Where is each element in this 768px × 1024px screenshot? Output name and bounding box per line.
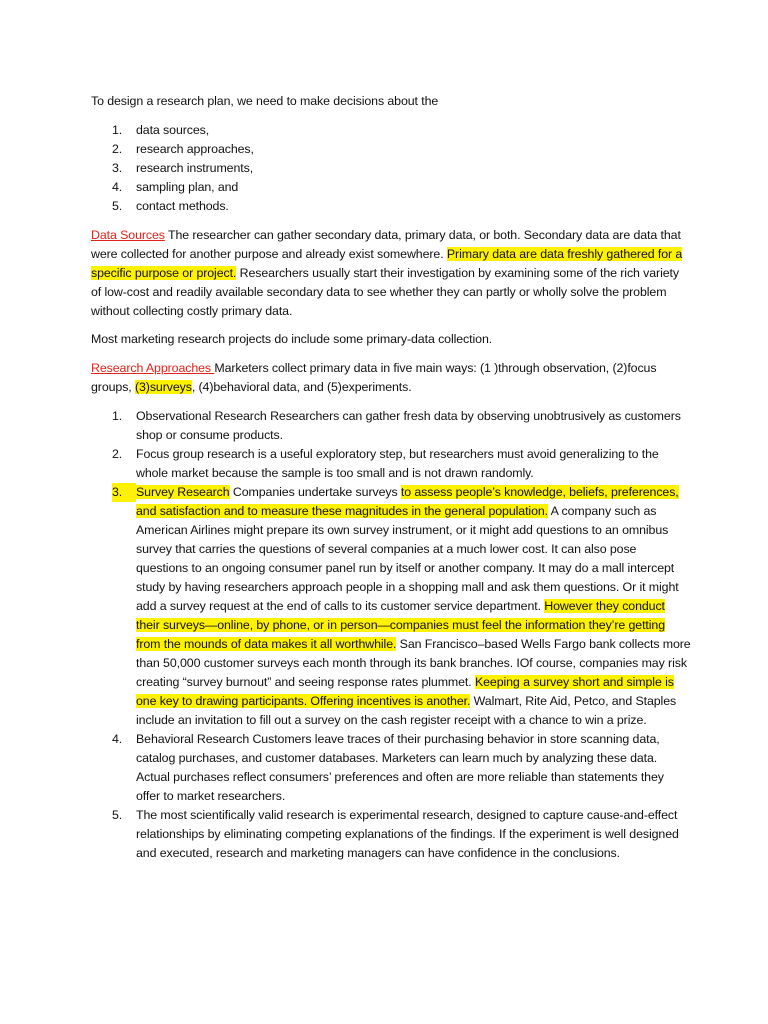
list-item xyxy=(91,159,254,178)
list-number: 1. xyxy=(112,409,123,423)
list-item-text: Focus group research is a useful exploratory step, but researchers must avoid generalizing to the whole market because the sample is too small and is not drawn randomly. xyxy=(136,447,659,480)
list-item xyxy=(91,197,254,216)
list-item-text: The most scientifically valid research is experimental research, designed to capture cause-and-effect relationships by eliminating competing explanations of the findings. If the experiment is well designed and executed, research and marketing managers can have confidence in the conclusions. xyxy=(136,808,679,860)
highlighted-text: to assess people’s knowledge, beliefs, preferences, and satisfaction and to measure these magnitudes in the general population. xyxy=(136,485,679,518)
list-number: 4. xyxy=(112,180,123,194)
research-approaches-text-2: , (4)behavioral data, and (5)experiments. xyxy=(191,380,412,394)
research-approaches-heading: Research Approaches xyxy=(91,361,215,375)
list-item-text: sampling plan, and xyxy=(136,180,239,194)
list-item-text: research instruments, xyxy=(136,161,254,175)
list-item-text: contact methods. xyxy=(136,199,229,213)
most-marketing-text: Most marketing research projects do include some primary-data collection. xyxy=(91,332,493,346)
list-item xyxy=(91,121,254,140)
research-approaches-text-1: Marketers collect primary data in five main ways: (1 )through observation, (2)focus groups, xyxy=(91,361,657,394)
most-marketing-paragraph xyxy=(91,330,691,349)
list-item xyxy=(91,178,254,197)
list-item-text: A company such as American Airlines might prepare its own survey instrument, or it might add questions to an omnibus survey that carries the questions of several companies at a much lower cost. It can also pose questions to an ongoing consumer panel run by itself or another company. It may do a mall intercept study by having researchers approach people in a shopping mall and ask them questions. Or it might add a survey request at the end of calls to its customer service department. xyxy=(136,504,679,613)
highlighted-text: However they conduct their surveys—online, by phone, or in person—companies must feel the information they’re getting from the mounds of data makes it all worthwhile. xyxy=(136,599,665,651)
list-number: 4. xyxy=(112,732,123,746)
list-item-text: Companies undertake surveys xyxy=(229,485,401,499)
list-number: 3. xyxy=(112,161,123,175)
list-number: 1. xyxy=(112,123,123,137)
list-item xyxy=(91,445,691,483)
highlighted-text: Survey Research xyxy=(136,485,230,499)
list-item-text: San Francisco–based Wells Fargo bank collects more than 50,000 customer surveys each month through its bank branches. IOf course, companies may risk creating “survey burnout” and seeing response rates plummet. xyxy=(136,637,691,689)
list-item xyxy=(91,483,691,730)
list-number: 2. xyxy=(112,447,123,461)
list-item-text: Walmart, Rite Aid, Petco, and Staples include an invitation to fill out a survey on the cash register receipt with a chance to win a prize. xyxy=(136,694,677,727)
list-item xyxy=(91,730,691,806)
approaches-list xyxy=(91,407,691,863)
list-item xyxy=(91,806,691,863)
list-number: 5. xyxy=(112,199,123,213)
intro-text: To design a research plan, we need to make decisions about the xyxy=(91,94,439,108)
list-number: 5. xyxy=(112,808,123,822)
list-number: 2. xyxy=(112,142,123,156)
intro-paragraph xyxy=(91,92,691,111)
list-item-text: Observational Research Researchers can gather fresh data by observing unobtrusively as customers shop or consume products. xyxy=(136,409,681,442)
list-item-text: research approaches, xyxy=(136,142,254,156)
highlighted-text: (3)surveys xyxy=(134,380,192,394)
data-sources-heading: Data Sources xyxy=(91,228,165,242)
highlighted-text: Keeping a survey short and simple is one key to drawing participants. Offering incentives is another. xyxy=(136,675,674,708)
research-approaches-paragraph xyxy=(91,359,691,397)
plan-list xyxy=(91,121,254,216)
data-sources-text-2: Researchers usually start their investigation by examining some of the rich variety of low-cost and readily available secondary data to see whether they can partly or wholly solve the problem without collecting costly primary data. xyxy=(91,266,679,318)
list-item xyxy=(91,140,254,159)
highlighted-text: Primary data are data freshly gathered for a specific purpose or project. xyxy=(91,247,683,280)
list-item xyxy=(91,407,691,445)
list-number: 3. xyxy=(112,483,136,502)
data-sources-paragraph xyxy=(91,226,691,321)
list-item-text: Behavioral Research Customers leave traces of their purchasing behavior in store scanning data, catalog purchases, and customer databases. Marketers can learn much by analyzing these data. Actual purchases reflect consumers’ preferences and often are more reliable than statements they offer to market researchers. xyxy=(136,732,664,803)
list-item-text: data sources, xyxy=(136,123,210,137)
data-sources-text-1: The researcher can gather secondary data, primary data, or both. Secondary data are data that were collected for another purpose and already exist somewhere. xyxy=(91,228,681,261)
